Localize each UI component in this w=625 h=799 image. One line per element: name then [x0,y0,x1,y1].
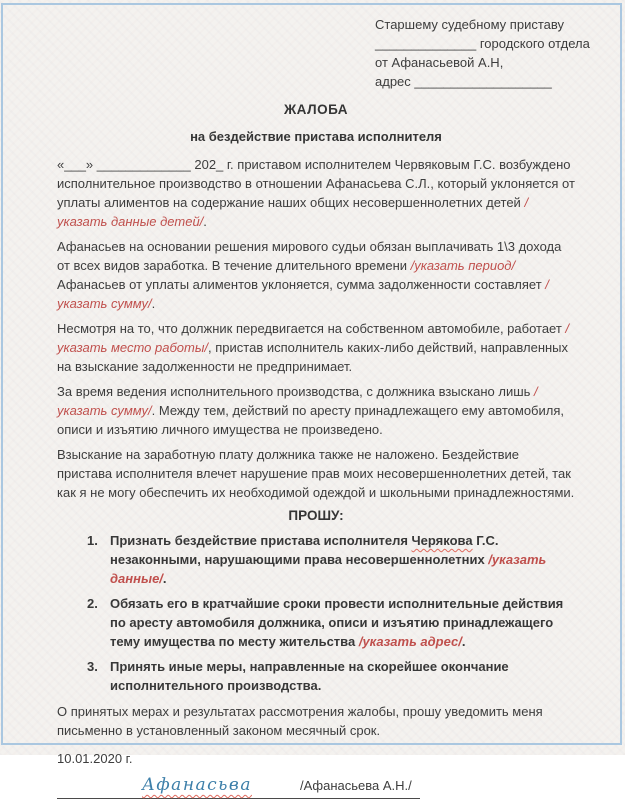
paragraph-5 [57,445,575,502]
text-segment-red: /указать адрес/ [358,634,462,649]
text-segment: Взыскание на заработную плату должника также не наложено. Бездействие пристава исполнителя влечет нарушение прав моих несовершеннолетних детей, так как я не могу обеспечить их необходимой одеждой и школьными принадлежностями. [57,447,575,500]
addressee-line-4: адрес ___________________ [375,74,552,89]
text-segment: Несмотря на то, что должник передвигается на собственном автомобиле, работает [57,321,566,336]
text-segment: . [151,296,156,311]
text-segment: . [461,634,466,649]
document-subtitle: на бездействие пристава исполнителя [190,129,442,144]
signature-line [57,776,420,799]
paragraph-4 [57,382,575,439]
text-segment: Обязать его в кратчайшие сроки провести исполнительные действия по аресту автомобиля должника, описи и изъятию принадлежащего тему имущества по месту жительства [110,596,564,649]
list-item-number: 2. [87,596,98,611]
request-heading: ПРОШУ: [288,508,344,523]
list-item-text [110,531,575,588]
closing-paragraph: О принятых мерах и результатах рассмотрения жалобы, прошу уведомить меня письменно в установленный законом месячный срок. [57,704,543,738]
document-date: 10.01.2020 г. [57,751,133,766]
text-segment: . Между тем, действий по аресту принадлежащего ему автомобиля, описи и изъятию личного имущества не произведено. [57,403,564,437]
text-segment-red: /указать данные детей/ [57,195,529,229]
text-segment: За время ведения исполнительного производства, с должника взыскано лишь [57,384,535,399]
paragraph-2 [57,237,575,313]
list-item-text [110,594,575,651]
signature-row [57,776,575,799]
text-segment-red: /указать сумму/ [57,277,549,311]
text-segment: Г.С. незаконными, нарушающими права несовершеннолетних [110,533,499,567]
text-segment-red: /указать период/ [410,258,516,273]
addressee-line-2: ______________ городского отдела [375,36,590,51]
text-segment: , пристав исполнитель каких-либо действий, направленных на взыскание задолженности не предпринимает. [57,340,569,374]
text-segment-red: /указать место работы/ [57,321,570,355]
text-segment: Принять иные меры, направленные на скорейшее окончание исполнительного производства. [110,659,509,693]
text-segment: . [162,571,167,586]
addressee-line-3: от Афанасьевой А.Н, [375,55,504,70]
text-segment: Признать бездействие пристава исполнителя [110,533,412,548]
document-title: ЖАЛОБА [283,102,349,117]
list-item-number: 3. [87,659,98,674]
list-item-text [110,657,575,695]
text-segment-script: Афанасьва [142,775,252,795]
text-segment-red: /указать данные/ [110,552,547,586]
text-segment-wavy: Черякова [411,533,473,548]
text-segment: /Афанасьева А.Н./ [299,778,412,793]
list-item-2 [57,594,575,651]
list-item-3 [57,657,575,695]
addressee-block [375,15,590,91]
text-segment: Афанасьев на основании решения мирового судьи обязан выплачивать 1\3 дохода от всех видов заработка. В течение длительного времени [57,239,562,273]
text-segment-red: /указать сумму/ [57,384,538,418]
text-segment: . [203,214,207,229]
list-item-number: 1. [87,533,98,548]
addressee-line-1: Старшему судебному приставу [375,17,564,32]
text-segment: «___» _____________ 202_ г. приставом исполнителем Червяковым Г.С. возбуждено исполнительное производство в отношении Афанасьева С.Л., который уклоняется от уплаты алиментов на содержание наших общих несовершеннолетних детей [57,157,575,210]
list-item-1 [57,531,575,588]
paragraph-3 [57,319,575,376]
text-segment: Афанасьев от уплаты алиментов уклоняется, сумма задолженности составляет [57,277,546,292]
paragraph-1 [57,155,575,231]
